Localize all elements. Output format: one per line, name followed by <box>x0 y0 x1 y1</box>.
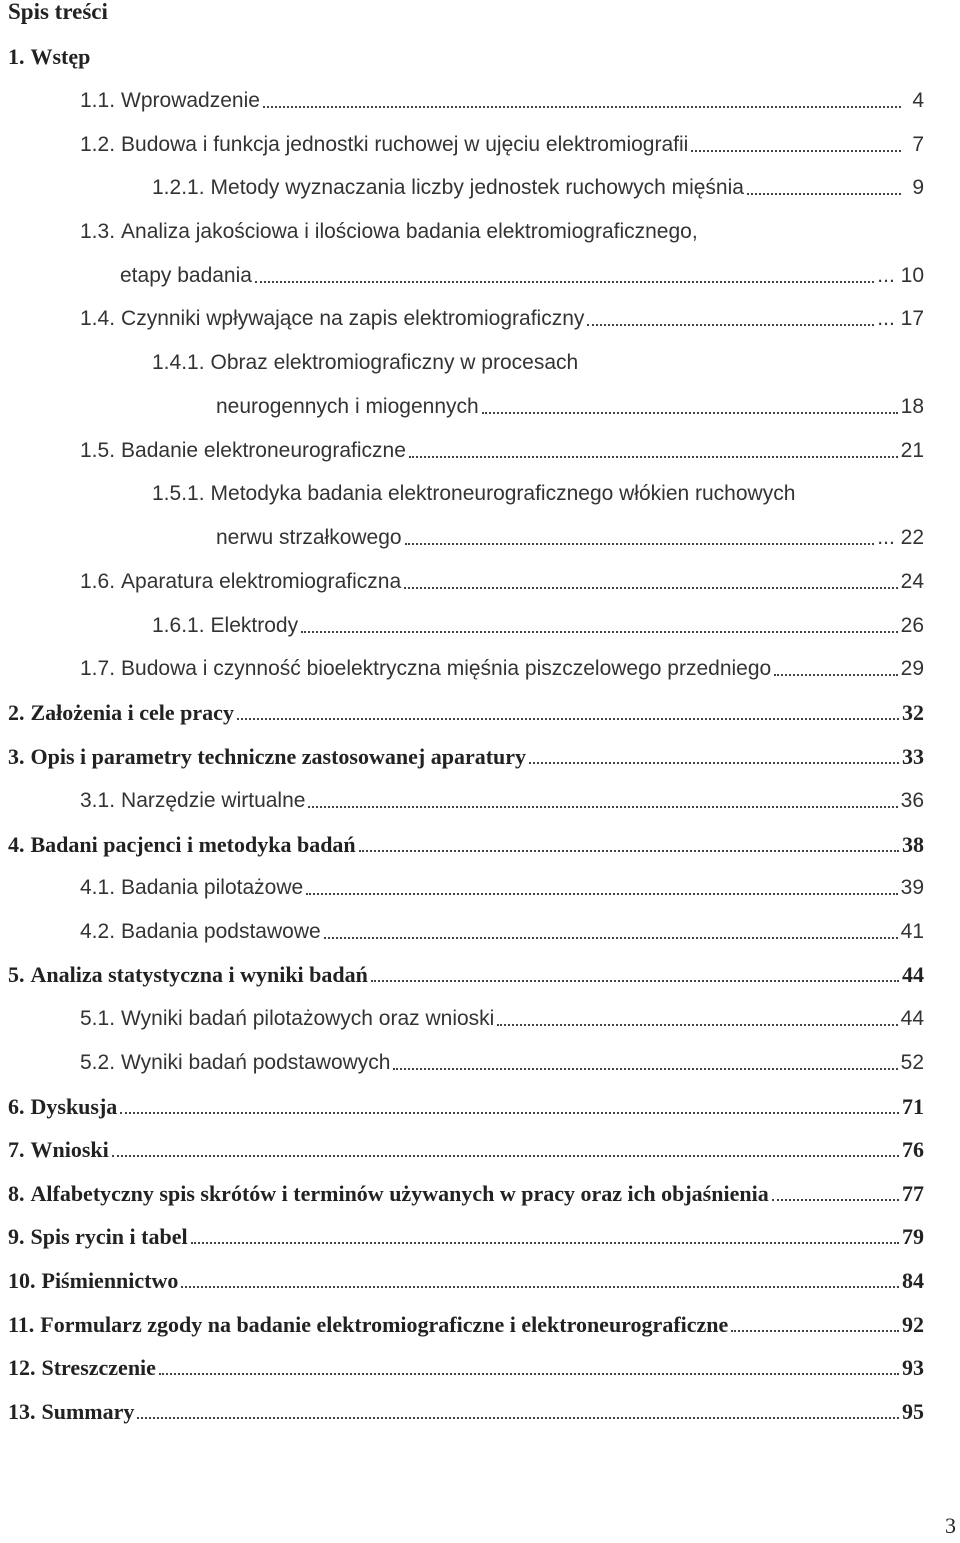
toc-section-row <box>80 565 924 595</box>
toc-section-row <box>80 434 924 464</box>
toc-entry-number: 2. <box>8 700 25 725</box>
toc-entry-title: Metody wyznaczania liczby jednostek ruchowych mięśnia <box>210 176 744 199</box>
toc-entry-number: 1.7. <box>80 657 116 680</box>
toc-entry-title: Budowa i czynność bioelektryczna mięśnia piszczelowego przedniego <box>121 657 772 680</box>
toc-entry-page: 24 <box>900 570 924 593</box>
toc-entry-title: Badanie elektroneurograficzne <box>121 439 406 462</box>
toc-entry-page: 95 <box>902 1399 924 1424</box>
toc-entry-number: 5.1. <box>80 1007 116 1030</box>
toc-entry-number: 4. <box>8 832 25 857</box>
toc-entry-title: Wprowadzenie <box>121 89 260 112</box>
toc-entry-number: 1.2. <box>80 133 116 156</box>
dot-leader <box>405 543 875 545</box>
toc-section-row <box>152 477 940 507</box>
toc-section-row <box>80 128 924 158</box>
toc-entry-page: 44 <box>902 962 924 987</box>
toc-entry-page: 52 <box>900 1051 924 1074</box>
toc-entry-page: 21 <box>900 439 924 462</box>
dot-leader <box>691 150 901 152</box>
toc-entry-number: 1.1. <box>80 89 116 112</box>
toc-chapter-row <box>8 1351 924 1381</box>
dot-leader <box>409 456 898 458</box>
toc-section-row <box>80 915 924 945</box>
toc-entry-page: 77 <box>902 1181 924 1206</box>
toc-entry-number: 4.2. <box>80 920 116 943</box>
toc-section-row <box>80 784 924 814</box>
toc-entry-title: Badani pacjenci i metodyka badań <box>30 832 356 857</box>
toc-entry-title: Summary <box>41 1399 135 1424</box>
toc-entry-number: 3.1. <box>80 789 116 812</box>
dot-leader <box>404 587 897 589</box>
dot-leader <box>774 674 897 676</box>
toc-entry-title: Metodyka badania elektroneurograficznego włókien ruchowych <box>210 482 796 505</box>
toc-section-row <box>80 84 924 114</box>
dot-leader <box>324 937 898 939</box>
toc-entry-title: Dyskusja <box>30 1094 118 1119</box>
toc-chapter-row <box>8 828 924 858</box>
toc-chapter-row <box>8 1395 924 1425</box>
toc-chapter-row <box>8 1308 924 1338</box>
dot-leader <box>306 893 897 895</box>
toc-entry-title: Analiza statystyczna i wyniki badań <box>30 962 368 987</box>
toc-chapter-row <box>8 740 924 770</box>
toc-entry-page: ... 22 <box>877 526 924 549</box>
toc-entry-page: 71 <box>902 1094 924 1119</box>
toc-entry-page: 79 <box>902 1224 924 1249</box>
toc-chapter-row <box>8 696 924 726</box>
toc-entry-number: 12. <box>8 1355 36 1380</box>
toc-section-row <box>80 652 924 682</box>
toc-entry-title: Wstęp <box>30 44 91 69</box>
toc-entry-page: 44 <box>900 1007 924 1030</box>
dot-leader <box>359 850 899 852</box>
toc-entry-title: Obraz elektromiograficzny w procesach <box>210 351 579 374</box>
dot-leader <box>371 980 899 982</box>
dot-leader <box>497 1024 897 1026</box>
dot-leader <box>237 718 899 720</box>
toc-section-row <box>80 302 924 332</box>
dot-leader <box>747 193 901 195</box>
toc-section-row <box>120 259 924 289</box>
toc-entry-page: 32 <box>902 700 924 725</box>
dot-leader <box>772 1199 899 1201</box>
toc-chapter-row <box>8 1133 924 1163</box>
toc-entry-number: 1.2.1. <box>152 176 205 199</box>
toc-entry-title: Wyniki badań pilotażowych oraz wnioski <box>121 1007 495 1030</box>
dot-leader <box>159 1373 899 1375</box>
toc-entry-title: nerwu strzałkowego <box>216 526 402 549</box>
toc-chapter-row <box>8 958 924 988</box>
toc-entry-number: 3. <box>8 744 25 769</box>
dot-leader <box>137 1417 899 1419</box>
toc-entry-title: Streszczenie <box>41 1355 156 1380</box>
toc-entry-number: 5. <box>8 962 25 987</box>
dot-leader <box>263 106 901 108</box>
toc-entry-page: 29 <box>900 657 924 680</box>
toc-entry-number: 9. <box>8 1224 25 1249</box>
toc-entry-page: 41 <box>900 920 924 943</box>
toc-entry-title: Czynniki wpływające na zapis elektromiograficzny <box>121 307 585 330</box>
page-title: Spis treści <box>8 0 108 24</box>
toc-entry-number: 13. <box>8 1399 36 1424</box>
dot-leader <box>191 1242 899 1244</box>
toc-entry-title: Badania pilotażowe <box>121 876 304 899</box>
toc-entry-page: 93 <box>902 1355 924 1380</box>
toc-entry-page: 7 <box>912 133 924 156</box>
dot-leader <box>529 762 899 764</box>
toc-entry-number: 1.6.1. <box>152 614 205 637</box>
dot-leader <box>301 631 898 633</box>
toc-entry-title: Opis i parametry techniczne zastosowanej aparatury <box>30 744 527 769</box>
dot-leader <box>255 281 874 283</box>
toc-entry-title: Założenia i cele pracy <box>30 700 234 725</box>
toc-entry-title: Piśmiennictwo <box>41 1268 179 1293</box>
toc-section-row <box>152 609 924 639</box>
dot-leader <box>120 1112 899 1114</box>
toc-entry-page: 26 <box>900 614 924 637</box>
toc-entry-title: Wyniki badań podstawowych <box>121 1051 391 1074</box>
toc-entry-title: Budowa i funkcja jednostki ruchowej w ujęciu elektromiografii <box>121 133 689 156</box>
toc-entry-number: 11. <box>8 1312 35 1337</box>
toc-entry-title: Spis rycin i tabel <box>30 1224 188 1249</box>
toc-entry-title: Alfabetyczny spis skrótów i terminów używanych w pracy oraz ich objaśnienia <box>30 1181 769 1206</box>
toc-entry-number: 6. <box>8 1094 25 1119</box>
toc-chapter-row <box>8 1264 924 1294</box>
toc-entry-number: 5.2. <box>80 1051 116 1074</box>
dot-leader <box>587 324 874 326</box>
toc-section-row <box>216 390 924 420</box>
page-number: 3 <box>945 1513 956 1538</box>
toc-section-row <box>152 346 940 376</box>
dot-leader <box>308 806 897 808</box>
toc-entry-page: 36 <box>900 789 924 812</box>
toc-chapter-row <box>8 40 940 70</box>
toc-entry-page: 9 <box>912 176 924 199</box>
toc-entry-page: 92 <box>902 1312 924 1337</box>
toc-section-row <box>80 1002 924 1032</box>
toc-entry-number: 1.6. <box>80 570 116 593</box>
dot-leader <box>482 412 898 414</box>
toc-entry-title: Aparatura elektromiograficzna <box>121 570 402 593</box>
dot-leader <box>112 1155 899 1157</box>
toc-entry-title: neurogennych i miogennych <box>216 395 479 418</box>
toc-entry-page: ... 17 <box>877 307 924 330</box>
toc-entry-number: 1.4.1. <box>152 351 205 374</box>
toc-entry-page: 76 <box>902 1137 924 1162</box>
toc-entry-number: 10. <box>8 1268 36 1293</box>
toc-chapter-row <box>8 1177 924 1207</box>
dot-leader <box>181 1286 899 1288</box>
dot-leader <box>393 1068 897 1070</box>
toc-entry-number: 7. <box>8 1137 25 1162</box>
toc-entry-page: 84 <box>902 1268 924 1293</box>
toc-entry-title: Badania podstawowe <box>121 920 321 943</box>
toc-entry-page: 38 <box>902 832 924 857</box>
toc-section-row <box>80 215 940 245</box>
toc-entry-page: 18 <box>900 395 924 418</box>
toc-entry-page: 33 <box>902 744 924 769</box>
toc-entry-title: Narzędzie wirtualne <box>121 789 306 812</box>
toc-entry-number: 1. <box>8 44 25 69</box>
toc-entry-page: 39 <box>900 876 924 899</box>
toc-entry-title: etapy badania <box>120 264 252 287</box>
toc-entry-title: Analiza jakościowa i ilościowa badania elektromiograficznego, <box>121 220 698 243</box>
toc-chapter-row <box>8 1090 924 1120</box>
dot-leader <box>731 1330 899 1332</box>
toc-entry-number: 1.3. <box>80 220 116 243</box>
toc-section-row <box>80 871 924 901</box>
toc-entry-title: Elektrody <box>210 614 299 637</box>
toc-entry-number: 1.5. <box>80 439 116 462</box>
toc-section-row <box>216 521 924 551</box>
toc-entry-page: ... 10 <box>877 264 924 287</box>
toc-chapter-row <box>8 1220 924 1250</box>
toc-section-row <box>80 1046 924 1076</box>
toc-entry-number: 1.4. <box>80 307 116 330</box>
toc-entry-page: 4 <box>912 89 924 112</box>
toc-entry-title: Formularz zgody na badanie elektromiograficzne i elektroneurograficzne <box>40 1312 729 1337</box>
toc-entry-number: 8. <box>8 1181 25 1206</box>
toc-section-row <box>152 171 924 201</box>
toc-entry-number: 1.5.1. <box>152 482 205 505</box>
toc-entry-title: Wnioski <box>30 1137 109 1162</box>
toc-entry-number: 4.1. <box>80 876 116 899</box>
